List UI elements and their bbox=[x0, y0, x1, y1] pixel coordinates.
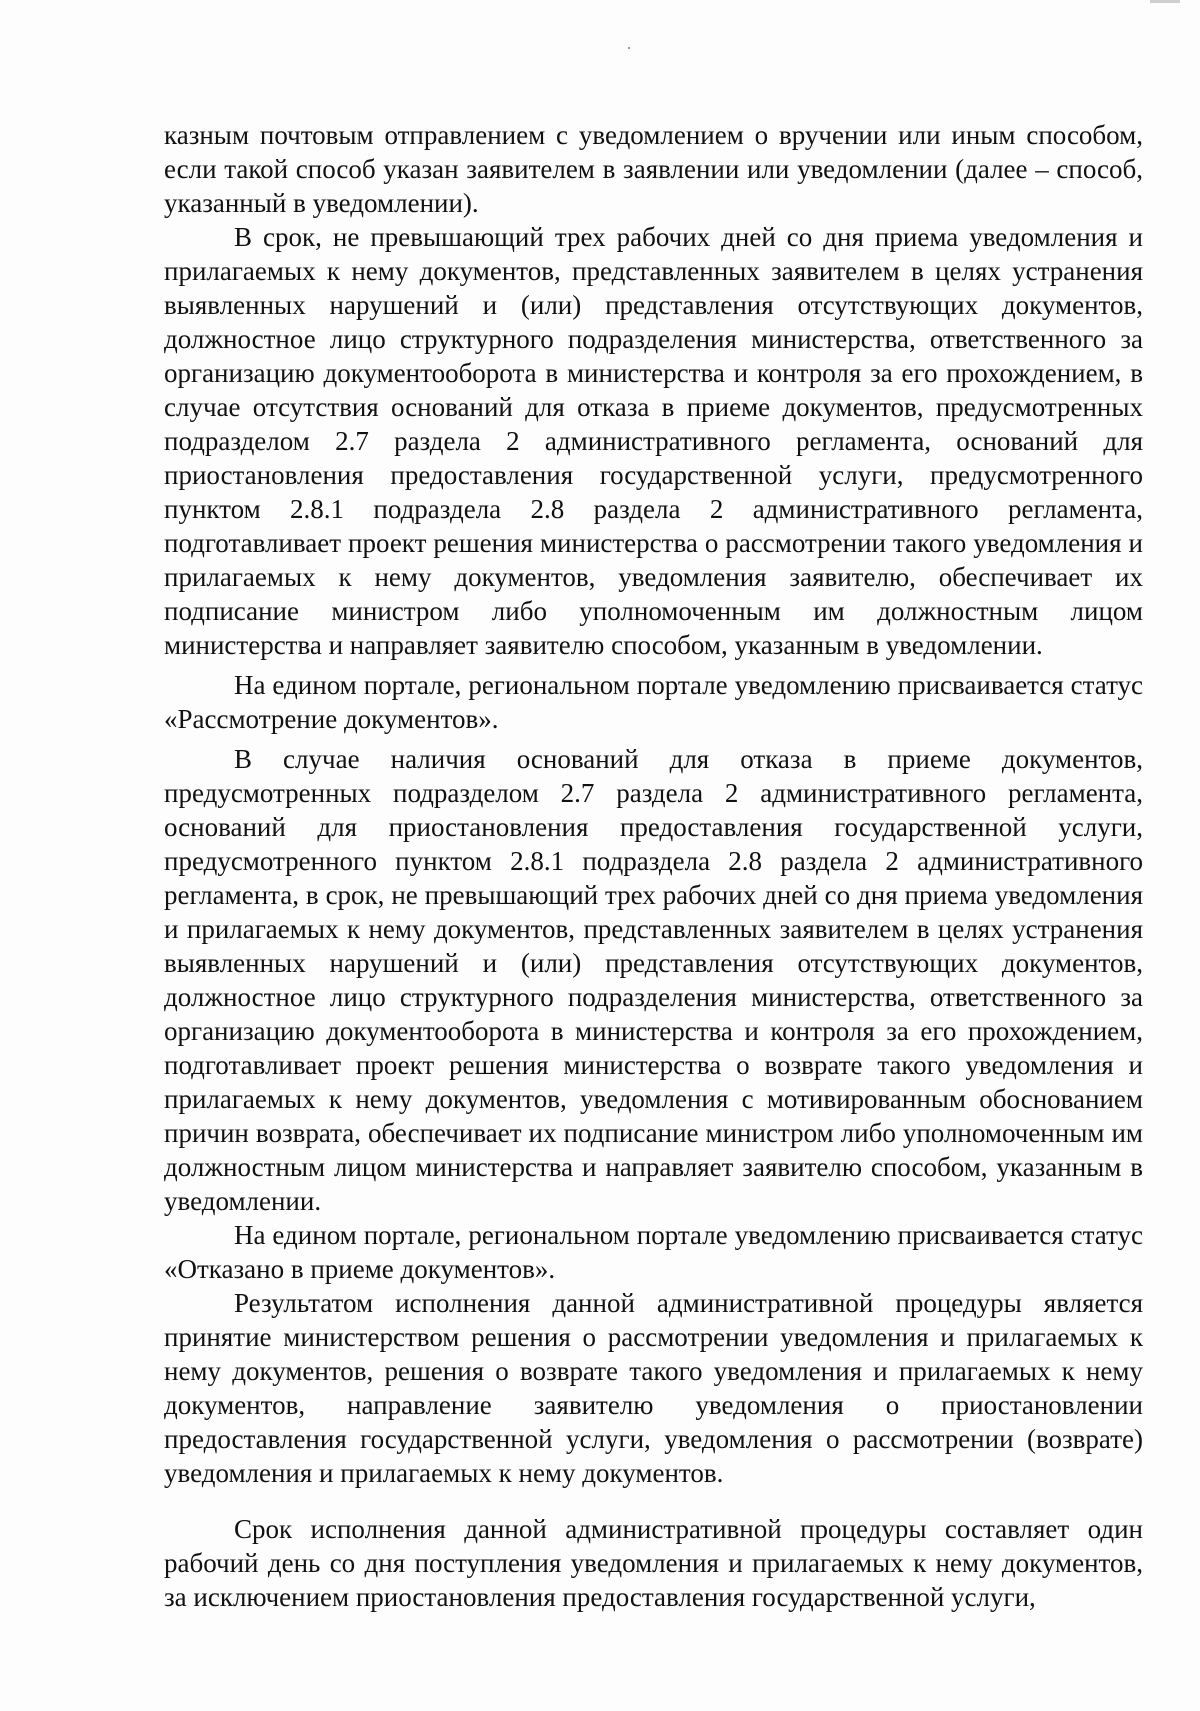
document-body bbox=[164, 118, 1143, 1614]
paragraph-continuation: казным почтовым отправлением с уведомлением о вручении или иным способом, если такой способ указан заявителем в заявлении или уведомлении (далее – способ, указанный в уведомлении). bbox=[164, 120, 1143, 218]
paragraph-status-review: На едином портале, региональном портале уведомлению присваивается статус «Рассмотрение документов». bbox=[164, 670, 1143, 734]
paragraph-status-refused: На едином портале, региональном портале уведомлению присваивается статус «Отказано в приеме документов». bbox=[164, 1220, 1143, 1284]
paragraph-review-procedure: В срок, не превышающий трех рабочих дней со дня приема уведомления и прилагаемых к нему документов, представленных заявителем в целях устранения выявленных нарушений и (или) представления отсутствующих документов, должностное лицо структурного подразделения министерства, ответственного за организацию документооборота в министерства и контроля за его прохождением, в случае отсутствия оснований для отказа в приеме документов, предусмотренных подразделом 2.7 раздела 2 административного регламента, оснований для приостановления предоставления государственной услуги, предусмотренного пунктом 2.8.1 подраздела 2.8 раздела 2 административного регламента, подготавливает проект решения министерства о рассмотрении такого уведомления и прилагаемых к нему документов, уведомления заявителю, обеспечивает их подписание министром либо уполномоченным им должностным лицом министерства и направляет заявителю способом, указанным в уведомлении. bbox=[164, 222, 1143, 660]
scan-edge-mark bbox=[1150, 0, 1180, 3]
paragraph-refusal-procedure: В случае наличия оснований для отказа в приеме документов, предусмотренных подразделом 2.7 раздела 2 административного регламента, оснований для приостановления предоставления государственной услуги, предусмотренного пунктом 2.8.1 подраздела 2.8 раздела 2 административного регламента, в срок, не превышающий трех рабочих дней со дня приема уведомления и прилагаемых к нему документов, представленных заявителем в целях устранения выявленных нарушений и (или) представления отсутствующих документов, должностное лицо структурного подразделения министерства, ответственного за организацию документооборота в министерства и контроля за его прохождением, подготавливает проект решения министерства о возврате такого уведомления и прилагаемых к нему документов, уведомления с мотивированным обоснованием причин возврата, обеспечивает их подписание министром либо уполномоченным им должностным лицом министерства и направляет заявителю способом, указанным в уведомлении. bbox=[164, 744, 1143, 1216]
paragraph-result: Результатом исполнения данной административной процедуры является принятие министерством решения о рассмотрении уведомления и прилагаемых к нему документов, решения о возврате такого уведомления и прилагаемых к нему документов, направление заявителю уведомления о приостановлении предоставления государственной услуги, уведомления о рассмотрении (возврате) уведомления и прилагаемых к нему документов. bbox=[164, 1288, 1143, 1488]
paragraph-deadline: Срок исполнения данной административной процедуры составляет один рабочий день со дня поступления уведомления и прилагаемых к нему документов, за исключением приостановления предоставления государственной услуги, bbox=[164, 1514, 1143, 1612]
scan-dust-speck bbox=[628, 47, 630, 49]
